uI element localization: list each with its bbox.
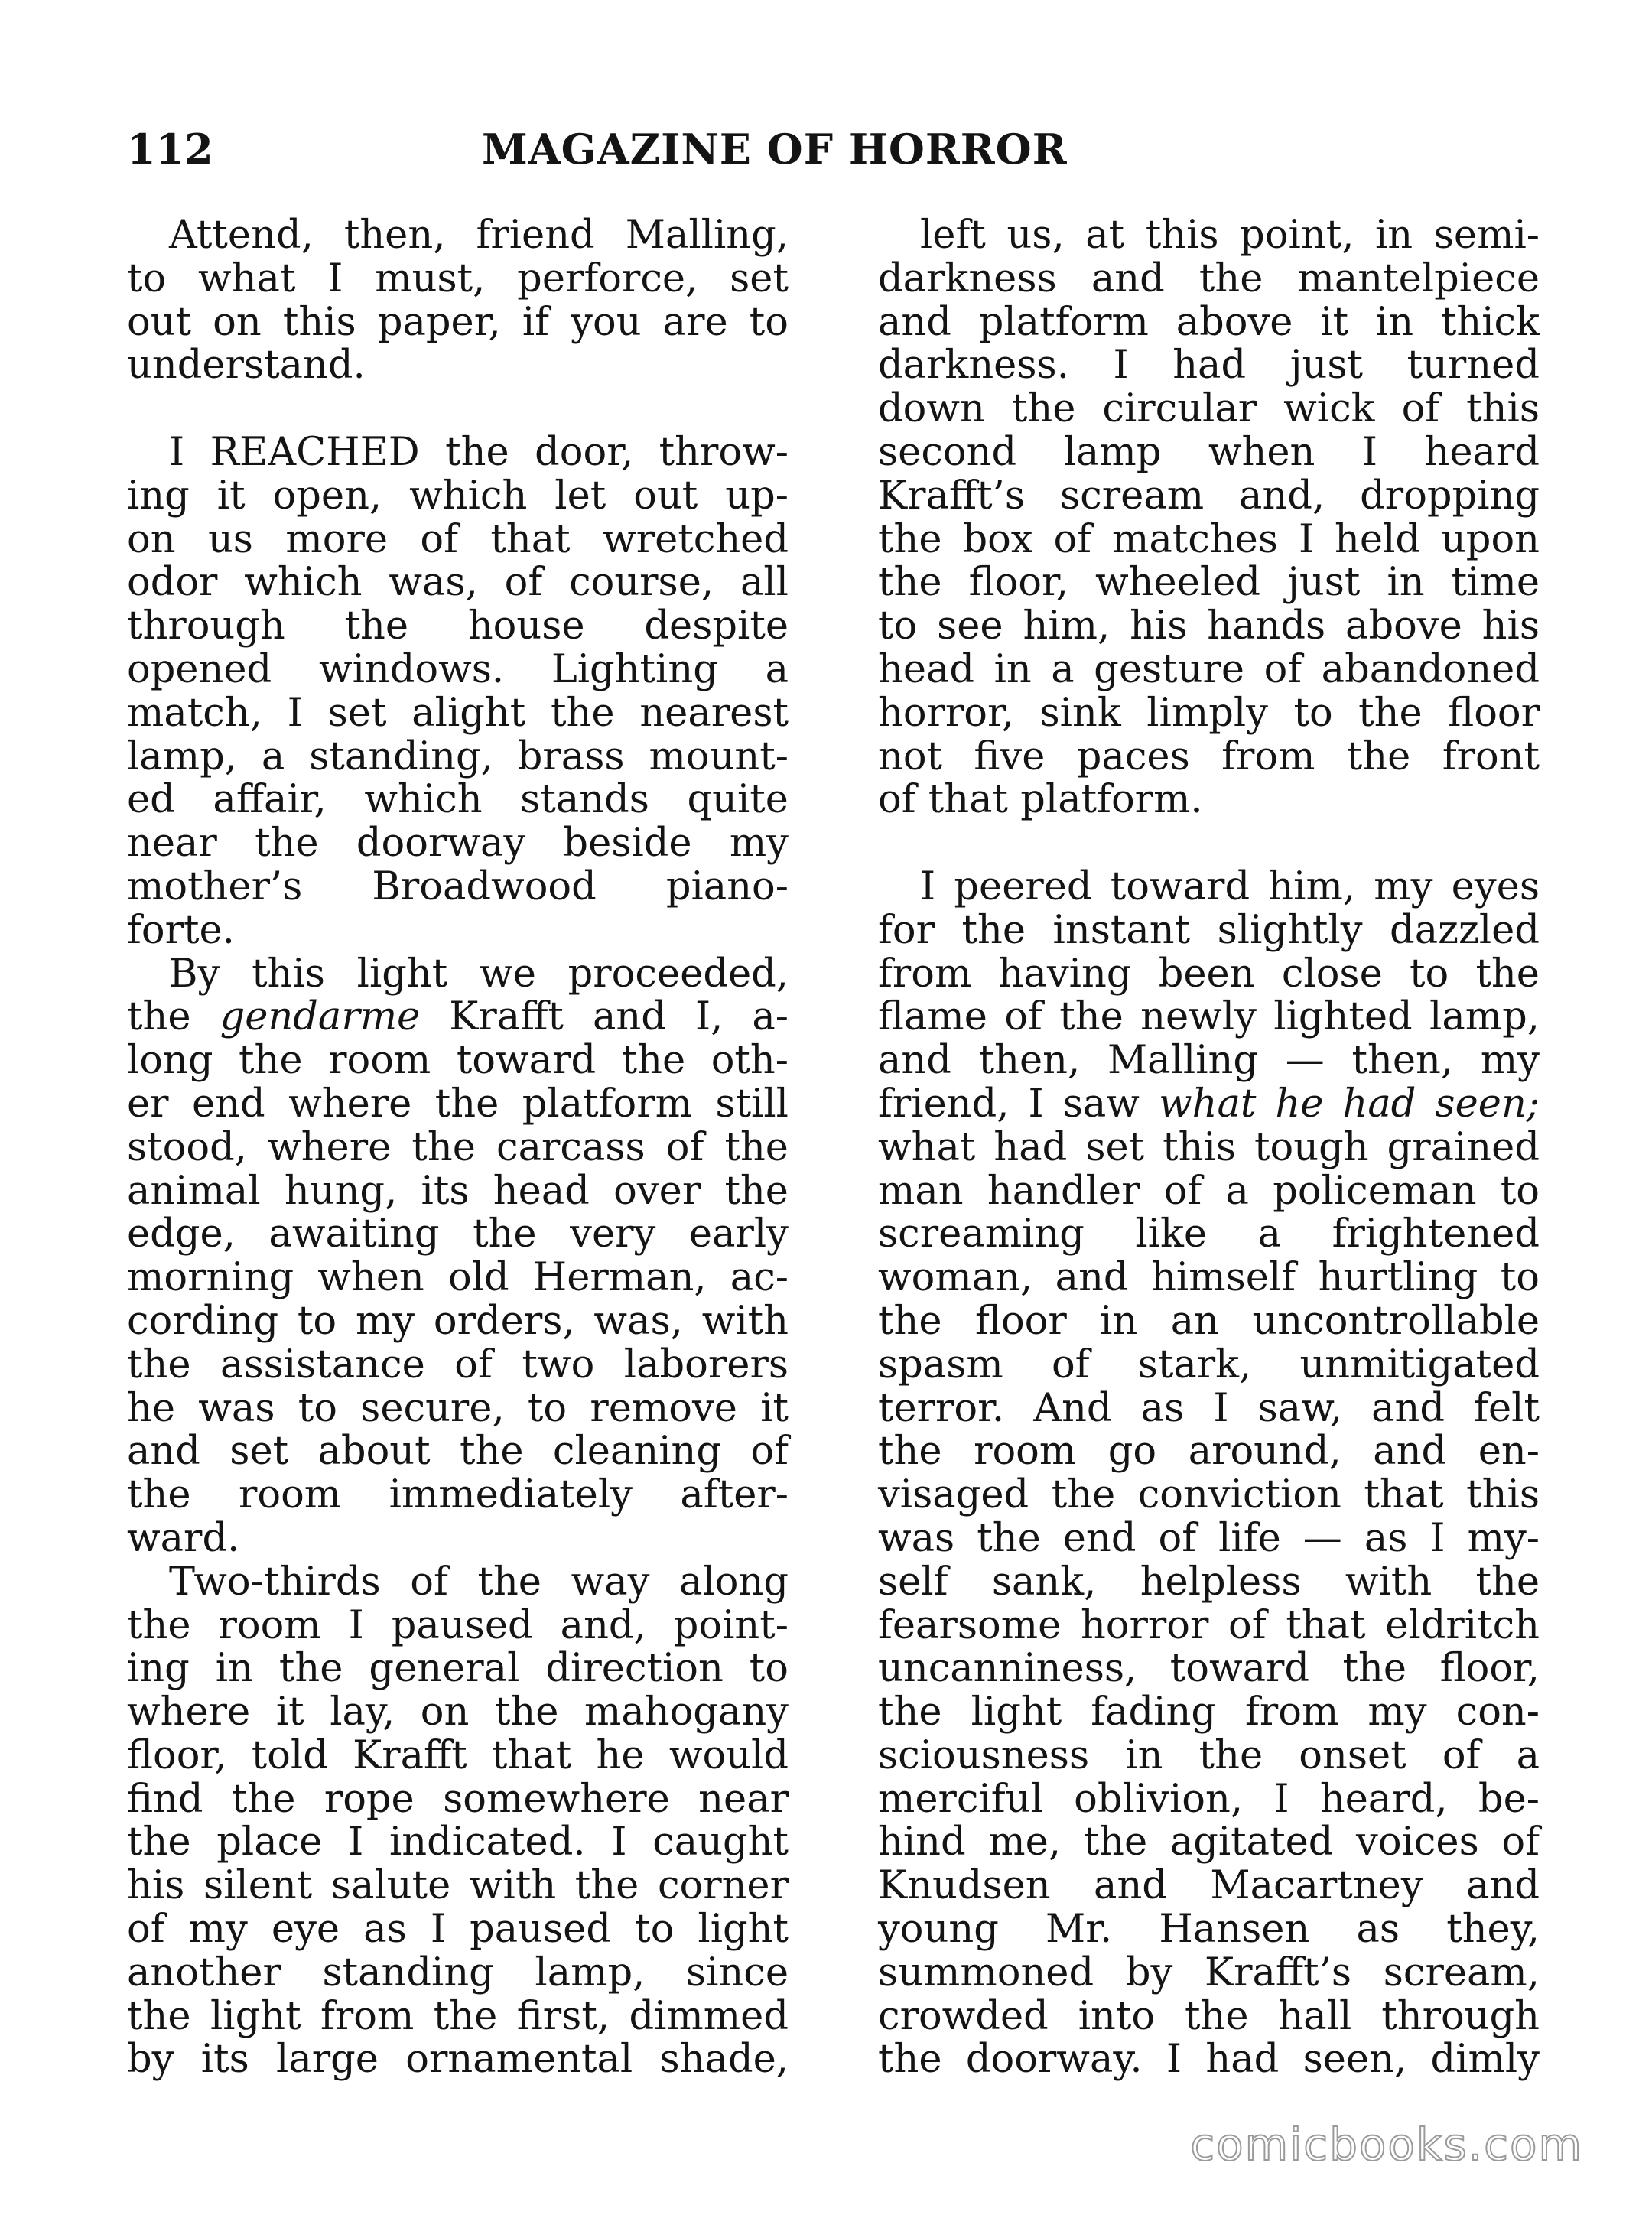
text-line: to see him, his hands above his [878, 603, 1540, 649]
text-line: ing in the general direction to [127, 1646, 789, 1692]
text-line: and then, Malling — then, my [878, 1038, 1540, 1084]
text-line: the floor in an uncontrollable [878, 1298, 1540, 1344]
text-line: merciful oblivion, I heard, be- [878, 1776, 1540, 1822]
text-line: darkness and the mantelpiece [878, 255, 1540, 301]
text-line: and platform above it in thick [878, 299, 1540, 345]
text-line: opened windows. Lighting a [127, 646, 789, 692]
text-line: and set about the cleaning of [127, 1429, 789, 1475]
text-line: Two-thirds of the way along [169, 1559, 789, 1605]
text-line: head in a gesture of abandoned [878, 646, 1540, 692]
text-line: of my eye as I paused to light [127, 1907, 789, 1953]
text-line: out on this paper, if you are to [127, 299, 789, 345]
text-line: young Mr. Hansen as they, [878, 1907, 1540, 1953]
left-column [127, 214, 789, 2082]
text-line: was the end of life — as I my- [878, 1515, 1540, 1561]
text-line: the light fading from my con- [878, 1690, 1540, 1735]
text-line: his silent salute with the corner [127, 1863, 789, 1909]
text-line: understand. [127, 343, 366, 389]
text-line: stood, where the carcass of the [127, 1124, 789, 1170]
text-line: the assistance of two laborers [127, 1342, 789, 1387]
text-line: self sank, helpless with the [878, 1559, 1540, 1605]
text-line: spasm of stark, unmitigated [878, 1342, 1540, 1387]
text-line: the floor, wheeled just in time [878, 560, 1540, 606]
text-line: screaming like a frightened [878, 1211, 1540, 1257]
text-line: second lamp when I heard [878, 429, 1540, 475]
text-line: of that platform. [878, 777, 1203, 823]
text-line: left us, at this point, in semi- [920, 213, 1540, 258]
running-head: MAGAZINE OF HORROR [482, 125, 1068, 174]
text-line: lamp, a standing, brass mount- [127, 733, 789, 779]
text-line: the light from the first, dimmed [127, 1993, 789, 2039]
text-line: ward. [127, 1515, 240, 1561]
text-line: to what I must, perforce, set [127, 255, 789, 301]
text-line: cording to my orders, was, with [127, 1298, 789, 1344]
text-line: the room go around, and en- [878, 1429, 1540, 1475]
text-line: animal hung, its head over the [127, 1168, 789, 1214]
text-line: find the rope somewhere near [127, 1776, 789, 1822]
text-line: what had set this tough grained [878, 1124, 1540, 1170]
text-line: hind me, the agitated voices of [878, 1820, 1540, 1865]
page-number: 112 [127, 125, 213, 174]
text-line: the doorway. I had seen, dimly [878, 2037, 1540, 2083]
text-line: through the house despite [127, 603, 789, 649]
text-line: I peered toward him, my eyes [920, 863, 1540, 909]
text-line: sciousness in the onset of a [878, 1732, 1540, 1778]
text-line: visaged the conviction that this [878, 1472, 1540, 1518]
text-line: forte. [127, 907, 235, 953]
text-line: flame of the newly lighted lamp, [878, 994, 1540, 1040]
text-line: not five paces from the front [878, 733, 1540, 779]
text-line: darkness. I had just turned [878, 343, 1540, 389]
text-line: long the room toward the oth- [127, 1038, 789, 1084]
text-line: the place I indicated. I caught [127, 1820, 789, 1865]
text-line: down the circular wick of this [878, 386, 1540, 432]
text-line: horror, sink limply to the floor [878, 690, 1540, 736]
text-line: by its large ornamental shade, [127, 2037, 789, 2083]
text-line: friend, I saw what he had seen; [878, 1081, 1540, 1127]
text-line: ed affair, which stands quite [127, 777, 789, 823]
text-line: near the doorway beside my [127, 821, 789, 867]
text-line: Attend, then, friend Malling, [169, 213, 789, 258]
text-line [878, 822, 1540, 866]
text-line: woman, and himself hurtling to [878, 1255, 1540, 1301]
text-line: man handler of a policeman to [878, 1168, 1540, 1214]
text-line: another standing lamp, since [127, 1950, 789, 1995]
text-line: the gendarme Krafft and I, a- [127, 994, 789, 1040]
text-line: ing it open, which let out up- [127, 473, 789, 519]
text-line: odor which was, of course, all [127, 560, 789, 606]
text-line: the room I paused and, point- [127, 1602, 789, 1648]
text-line: he was to secure, to remove it [127, 1385, 789, 1431]
text-line: summoned by Krafft’s scream, [878, 1950, 1540, 1995]
right-column [878, 214, 1540, 2082]
text-line: edge, awaiting the very early [127, 1211, 789, 1257]
text-line: uncanniness, toward the floor, [878, 1646, 1540, 1692]
text-line: terror. And as I saw, and felt [878, 1385, 1540, 1431]
text-line: floor, told Krafft that he would [127, 1732, 789, 1778]
text-line: the room immediately after- [127, 1472, 789, 1518]
text-line: morning when old Herman, ac- [127, 1255, 789, 1301]
text-line: er end where the platform still [127, 1081, 789, 1127]
text-line: crowded into the hall through [878, 1993, 1540, 2039]
text-line: the box of matches I held upon [878, 516, 1540, 562]
text-line: from having been close to the [878, 951, 1540, 997]
text-line: fearsome horror of that eldritch [878, 1602, 1540, 1648]
text-line: mother’s Broadwood piano- [127, 863, 789, 909]
text-line: match, I set alight the nearest [127, 690, 789, 736]
text-line: Knudsen and Macartney and [878, 1863, 1540, 1909]
text-line: Krafft’s scream and, dropping [878, 473, 1540, 519]
text-line [127, 388, 789, 431]
text-line: I REACHED the door, throw- [169, 429, 789, 475]
text-line: for the instant slightly dazzled [878, 907, 1540, 953]
text-line: By this light we proceeded, [169, 951, 789, 997]
watermark: comicbooks.com [1190, 2119, 1583, 2171]
text-line: where it lay, on the mahogany [127, 1690, 789, 1735]
text-line: on us more of that wretched [127, 516, 789, 562]
